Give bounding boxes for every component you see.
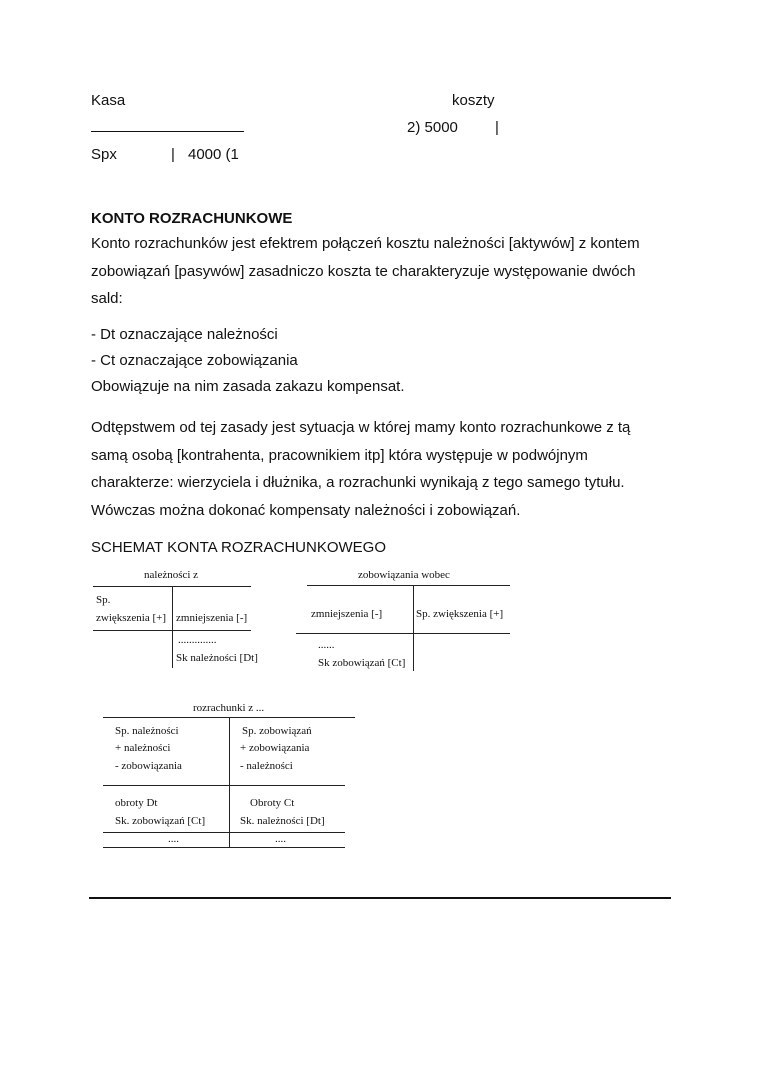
footer-rule — [89, 897, 671, 899]
t-account-closing: Sk należności [Dt] — [176, 652, 258, 664]
paragraph-line: sald: — [91, 290, 123, 307]
t-account-dots: ...... — [318, 639, 335, 651]
koszty-label: koszty — [452, 92, 495, 109]
t-account-debit-line: + należności — [115, 742, 171, 754]
t-account-debit-closing: Sk. zobowiązań [Ct] — [115, 815, 206, 827]
t-account-divider — [172, 586, 173, 668]
t-account-debit-line: - zobowiązania — [115, 760, 182, 772]
section-heading: KONTO ROZRACHUNKOWE — [91, 210, 293, 227]
list-item: - Dt oznaczające należności — [91, 326, 278, 343]
spx-label: Spx — [91, 146, 117, 163]
t-account-title: należności z — [144, 569, 199, 581]
t-account-title: rozrachunki z ... — [193, 702, 265, 714]
t-account-debit: zwiększenia [+] — [96, 612, 167, 624]
t-account-dots: .............. — [178, 634, 217, 646]
t-account-credit-closing: Sk. należności [Dt] — [240, 815, 325, 827]
t-account-closing: Sk zobowiązań [Ct] — [318, 657, 406, 669]
kasa-underline — [91, 131, 244, 132]
t-account-mid-line — [296, 633, 510, 634]
list-item: - Ct oznaczające zobowiązania — [91, 352, 298, 369]
paragraph-line: charakterze: wierzyciela i dłużnika, a rozrachunki wynikają z tego samego tytułu. — [91, 474, 625, 491]
t-account-credit-line: Sp. zobowiązań — [242, 725, 312, 737]
t-account-dots: .... — [275, 833, 286, 845]
t-account-divider — [229, 717, 230, 847]
t-account-debit: zmniejszenia [-] — [311, 608, 383, 620]
spx-value: 4000 (1 — [188, 146, 239, 163]
t-account-credit-line: + zobowiązania — [240, 742, 310, 754]
t-account-dots: .... — [168, 833, 179, 845]
t-account-sp: Sp. — [96, 594, 111, 606]
paragraph-line: zobowiązań [pasywów] zasadniczo koszta te charakteryzuje występowanie dwóch — [91, 262, 636, 280]
paragraph-line: Konto rozrachunków jest efektrem połączeń kosztu należności [aktywów] z kontem — [91, 235, 640, 252]
t-account-mid-line — [93, 630, 251, 631]
paragraph-exception — [91, 414, 691, 524]
t-account-debit-turnover: obroty Dt — [115, 797, 158, 809]
t-account-credit: Sp. zwiększenia [+] — [416, 608, 504, 620]
spx-separator: | — [171, 146, 175, 163]
t-account-title: zobowiązania wobec — [358, 569, 450, 581]
t-account-debit-line: Sp. należności — [115, 725, 179, 737]
t-account-credit: zmniejszenia [-] — [176, 612, 248, 624]
t-account-top-line — [307, 585, 510, 586]
balance-list — [91, 322, 691, 400]
paragraph-line: Odtępstwem od tej zasady jest sytuacja w której mamy konto rozrachunkowe z tą — [91, 419, 631, 436]
koszty-separator: | — [495, 119, 499, 136]
t-account-credit-turnover: Obroty Ct — [250, 797, 295, 809]
paragraph-definition — [91, 230, 691, 313]
t-account-credit-line: - należności — [240, 760, 293, 772]
t-account-sub-line — [103, 832, 345, 833]
t-account-divider — [413, 585, 414, 671]
paragraph-line: Wówczas można dokonać kompensaty należności i zobowiązań. — [91, 501, 521, 519]
t-account-bottom-line — [103, 847, 345, 848]
paragraph-line: samą osobą [kontrahenta, pracownikiem itp] która występuje w podwójnym — [91, 446, 588, 464]
t-account-mid-line — [103, 785, 345, 786]
kasa-label: Kasa — [91, 92, 126, 109]
schema-title: SCHEMAT KONTA ROZRACHUNKOWEGO — [91, 539, 387, 556]
koszty-entry: 2) 5000 — [407, 119, 458, 136]
list-item: Obowiązuje na nim zasada zakazu kompensat. — [91, 378, 405, 395]
